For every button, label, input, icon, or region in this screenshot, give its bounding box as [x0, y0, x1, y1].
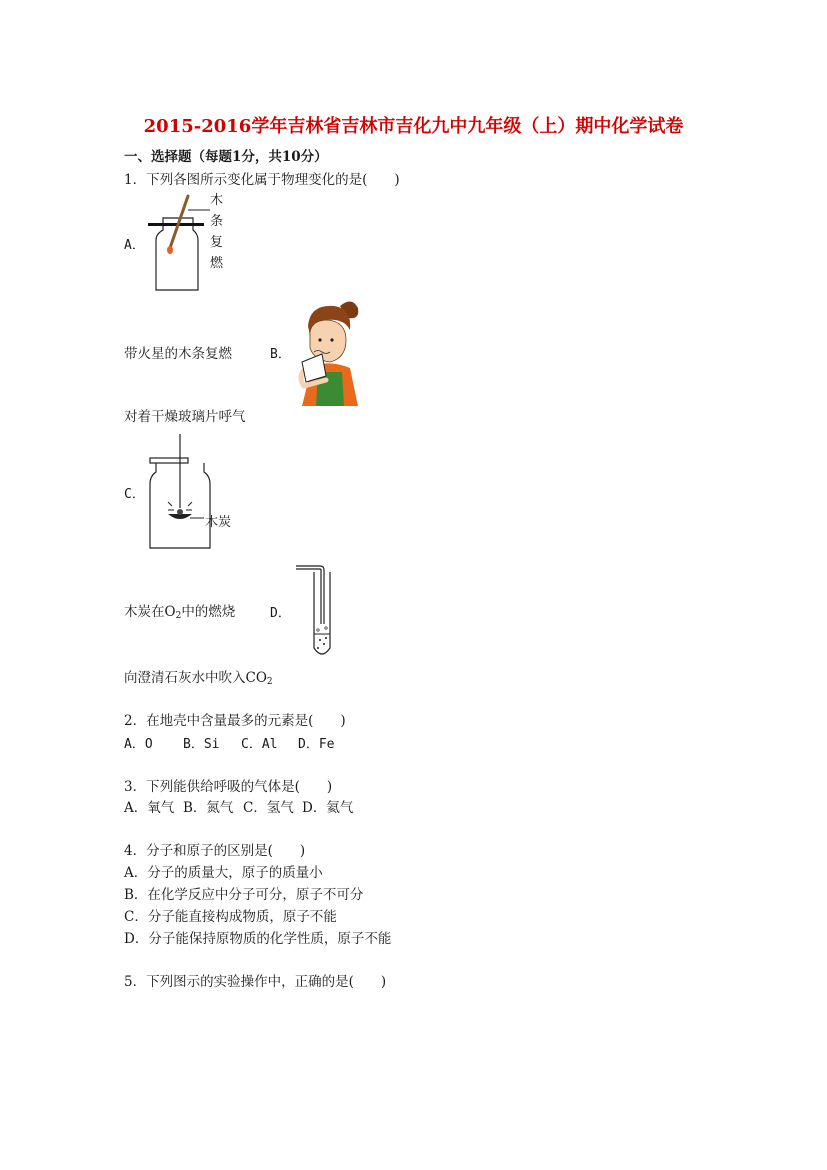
section-heading: 一、选择题（每题1分，共10分） [124, 149, 328, 165]
q1-option-c-letter: C． [124, 487, 145, 502]
caption-text: 中的燃烧 [181, 604, 236, 620]
q3-option-b: B．氮气 [183, 800, 234, 816]
q2-option-b: B．Si [183, 737, 220, 752]
q3-option-d: D．氦气 [302, 800, 354, 816]
q4-option-c: C．分子能直接构成物质，原子不能 [124, 909, 337, 925]
label-char: 条 [210, 214, 224, 229]
q3-option-a: A．氧气 [124, 800, 175, 816]
q1-option-c-caption [124, 600, 235, 621]
q1-option-b-letter: B． [270, 347, 291, 362]
question-1-stem: 1．下列各图所示变化属于物理变化的是( ) [124, 172, 400, 188]
q1-option-a-letter: A． [124, 238, 145, 253]
q1-option-d-letter: D． [270, 606, 291, 621]
q1-option-a-caption: 带火星的木条复燃 [124, 346, 232, 362]
q1-option-d-caption [124, 666, 273, 687]
caption-text: 向澄清石灰水中吹入CO [124, 670, 267, 686]
q1-option-b-caption: 对着干燥玻璃片呼气 [124, 409, 246, 425]
splint-label [210, 190, 223, 274]
label-char: 木 [210, 193, 224, 208]
q2-option-c: C．Al [241, 737, 278, 752]
label-char: 燃 [210, 256, 224, 271]
q4-option-b: B．在化学反应中分子可分，原子不可分 [124, 887, 364, 903]
question-2-stem: 2．在地壳中含量最多的元素是( ) [124, 713, 346, 729]
q2-option-d: D．Fe [298, 737, 335, 752]
question-4-stem: 4．分子和原子的区别是( ) [124, 843, 306, 859]
exam-title: 2015-2016学年吉林省吉林市吉化九中九年级（上）期中化学试卷 [143, 116, 684, 137]
q2-option-a: A．O [124, 737, 153, 752]
girl-breathing-on-glass-illustration [296, 296, 366, 406]
label-char: 复 [210, 235, 224, 250]
bottle-with-glowing-splint-diagram [148, 190, 238, 300]
question-3-stem: 3．下列能供给呼吸的气体是( ) [124, 779, 333, 795]
charcoal-label: 木炭 [205, 515, 232, 530]
subscript: 2 [266, 677, 273, 687]
q4-option-d: D．分子能保持原物质的化学性质，原子不能 [124, 931, 392, 947]
caption-text: 木炭在O [124, 604, 176, 620]
test-tube-with-straw-diagram [290, 560, 340, 664]
question-5-stem: 5．下列图示的实验操作中，正确的是( ) [124, 974, 387, 990]
q4-option-a: A．分子的质量大，原子的质量小 [124, 865, 323, 881]
subscript: 2 [175, 611, 182, 621]
charcoal-burning-in-jar-diagram [146, 432, 246, 552]
q3-option-c: C．氢气 [243, 800, 294, 816]
